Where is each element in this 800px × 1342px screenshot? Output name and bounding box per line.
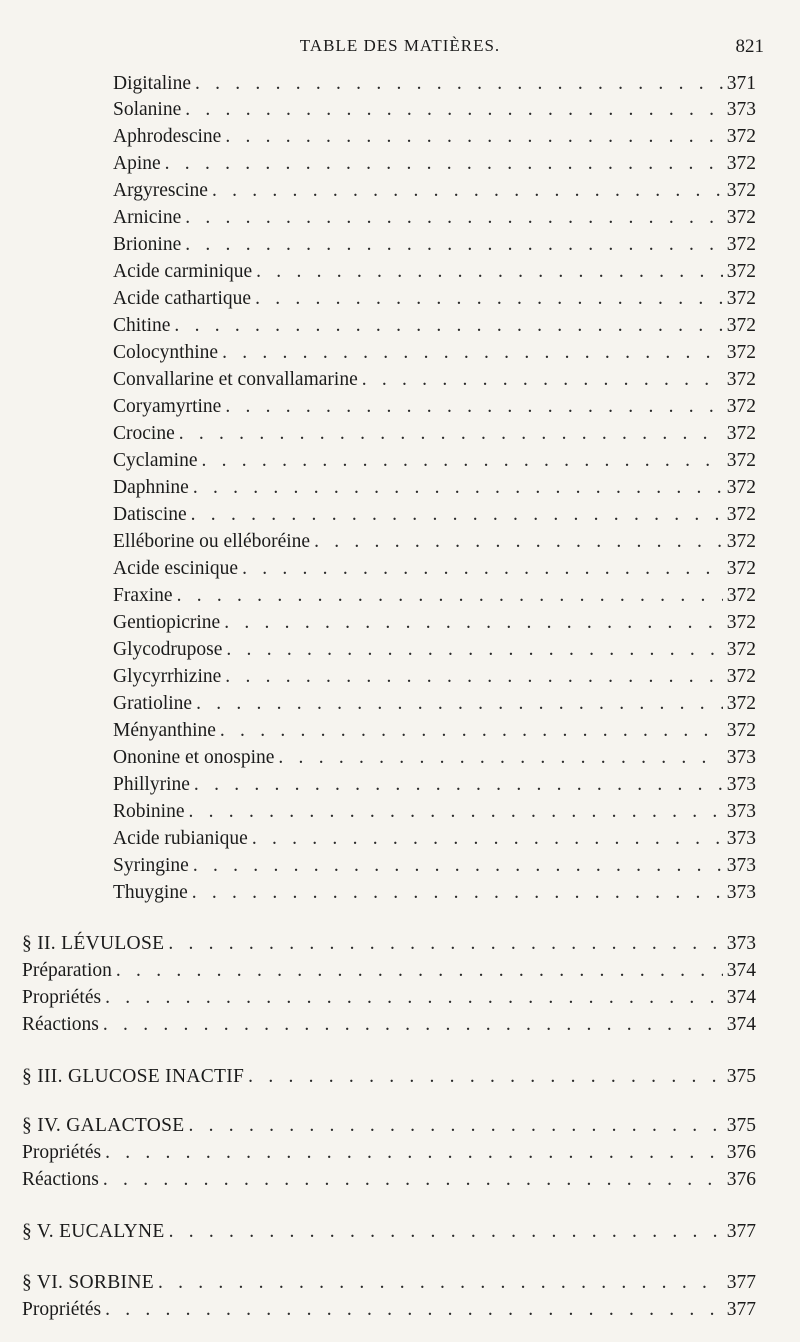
dot-leader <box>105 1297 723 1323</box>
toc-entry[interactable] <box>113 772 756 798</box>
dot-leader <box>185 232 723 258</box>
toc-entry-page: 372 <box>726 585 756 606</box>
toc-entry[interactable] <box>113 610 756 636</box>
dot-leader <box>168 931 722 957</box>
toc-entry-page: 373 <box>726 99 756 120</box>
toc-entry[interactable] <box>22 1012 756 1038</box>
toc-entry-page: 374 <box>726 960 756 981</box>
toc-entry-label: Réactions <box>22 1014 99 1035</box>
dot-leader <box>105 985 723 1011</box>
toc-entry-label: Ononine et onospine <box>113 747 275 768</box>
dot-leader <box>248 1064 723 1090</box>
toc-entry-label: Argyrescine <box>113 180 208 201</box>
toc-entry[interactable] <box>113 502 756 528</box>
toc-entry[interactable] <box>113 124 756 150</box>
toc-entry-page: 376 <box>726 1169 756 1190</box>
dot-leader <box>103 1012 723 1038</box>
toc-entry-label: Ményanthine <box>113 720 216 741</box>
toc-entry-label: Aphrodescine <box>113 126 222 147</box>
toc-entry-page: 373 <box>726 801 756 822</box>
dot-leader <box>165 151 723 177</box>
toc-section-label: § III. GLUCOSE INACTIF <box>22 1066 245 1087</box>
dot-leader <box>185 205 723 231</box>
toc-entry[interactable] <box>113 880 756 906</box>
toc-entry-page: 372 <box>726 207 756 228</box>
toc-entry-label: Glycodrupose <box>113 639 223 660</box>
toc-section-label: § V. EUCALYNE <box>22 1221 165 1242</box>
dot-leader <box>189 799 723 825</box>
dot-leader <box>225 664 722 690</box>
dot-leader <box>185 97 723 123</box>
dot-leader <box>201 448 722 474</box>
toc-entry-page: 372 <box>726 450 756 471</box>
toc-entry-page: 376 <box>726 1142 756 1163</box>
toc-entry-page: 372 <box>726 720 756 741</box>
page-number: 821 <box>735 36 764 57</box>
toc-entry-page: 377 <box>726 1299 756 1320</box>
dot-leader <box>194 772 723 798</box>
toc-entry-label: Gratioline <box>113 693 193 714</box>
toc-section-page: 375 <box>726 1066 756 1087</box>
toc-entry-label: Solanine <box>113 99 182 120</box>
toc-entry-page: 374 <box>726 1014 756 1035</box>
toc-entry-label: Brionine <box>113 234 182 255</box>
toc-entry[interactable] <box>113 340 756 366</box>
dot-leader <box>179 421 723 447</box>
toc-entry-page: 373 <box>726 855 756 876</box>
toc-entry[interactable] <box>113 313 756 339</box>
toc-entry-label: Propriétés <box>22 1142 102 1163</box>
toc-entry[interactable] <box>113 664 756 690</box>
toc-entry-page: 372 <box>726 423 756 444</box>
toc-entry-label: Datiscine <box>113 504 187 525</box>
toc-entry-page: 372 <box>726 396 756 417</box>
toc-entry-page: 371 <box>726 73 756 94</box>
toc-entry-label: Réactions <box>22 1169 99 1190</box>
toc-entry-label: Acide rubianique <box>113 828 248 849</box>
toc-entry-label: Acide escinique <box>113 558 239 579</box>
toc-entry[interactable] <box>113 394 756 420</box>
toc-entry[interactable] <box>113 637 756 663</box>
dot-leader <box>278 745 722 771</box>
dot-leader <box>225 394 722 420</box>
running-title: TABLE DES MATIÈRES. <box>299 36 501 55</box>
toc-entry-page: 374 <box>726 987 756 1008</box>
toc-section-label: § II. LÉVULOSE <box>22 933 165 954</box>
toc-entry-label: Chitine <box>113 315 171 336</box>
dot-leader <box>222 340 723 366</box>
dot-leader <box>105 1140 723 1166</box>
dot-leader <box>196 691 723 717</box>
toc-entry-page: 373 <box>726 747 756 768</box>
toc-section-heading[interactable] <box>22 1064 756 1090</box>
dot-leader <box>255 286 723 312</box>
toc-entry-label: Syringine <box>113 855 189 876</box>
toc-entry[interactable] <box>113 583 756 609</box>
toc-entry-page: 372 <box>726 558 756 579</box>
dot-leader <box>224 610 723 636</box>
toc-entry-page: 372 <box>726 153 756 174</box>
toc-entry[interactable] <box>22 958 756 984</box>
toc-entry[interactable] <box>113 799 756 825</box>
toc-section-heading[interactable] <box>22 1113 756 1139</box>
toc-entry-page: 372 <box>726 504 756 525</box>
dot-leader <box>116 958 723 984</box>
toc-section-page: 373 <box>726 933 756 954</box>
toc-entry-label: Thuygine <box>113 882 188 903</box>
toc-entry[interactable] <box>113 178 756 204</box>
toc-entry-page: 372 <box>726 639 756 660</box>
toc-entry[interactable] <box>113 853 756 879</box>
toc-entry-label: Propriétés <box>22 987 102 1008</box>
toc-entry-label: Daphnine <box>113 477 189 498</box>
toc-entry-page: 373 <box>726 774 756 795</box>
toc-entry-page: 372 <box>726 666 756 687</box>
toc-entry-page: 373 <box>726 828 756 849</box>
toc-entry[interactable] <box>113 205 756 231</box>
dot-leader <box>225 124 722 150</box>
toc-entry[interactable] <box>22 1167 756 1193</box>
toc-entry-label: Phillyrine <box>113 774 190 795</box>
toc-entry[interactable] <box>113 71 756 97</box>
toc-entry-label: Convallarine et convallamarine <box>113 369 358 390</box>
dot-leader <box>252 826 723 852</box>
dot-leader <box>192 880 723 906</box>
toc-entry[interactable] <box>113 421 756 447</box>
toc-entry-page: 372 <box>726 261 756 282</box>
toc-entry-page: 372 <box>726 126 756 147</box>
toc-entry[interactable] <box>113 475 756 501</box>
toc-entry-page: 372 <box>726 693 756 714</box>
toc-entry[interactable] <box>113 367 756 393</box>
toc-section-label: § VI. SORBINE <box>22 1272 154 1293</box>
dot-leader <box>177 583 723 609</box>
toc-entry[interactable] <box>113 718 756 744</box>
dot-leader <box>256 259 723 285</box>
toc-entry[interactable] <box>113 556 756 582</box>
dot-leader <box>195 71 723 97</box>
toc-entry[interactable] <box>22 985 756 1011</box>
toc-entry[interactable] <box>113 745 756 771</box>
toc-entry-page: 372 <box>726 612 756 633</box>
dot-leader <box>193 475 723 501</box>
dot-leader <box>174 313 722 339</box>
toc-entry-label: Cyclamine <box>113 450 198 471</box>
toc-section-heading[interactable] <box>22 931 756 957</box>
toc-entry[interactable] <box>113 529 756 555</box>
toc-section-page: 375 <box>726 1115 756 1136</box>
dot-leader <box>314 529 723 555</box>
toc-entry[interactable] <box>113 232 756 258</box>
toc-entry-label: Propriétés <box>22 1299 102 1320</box>
dot-leader <box>191 502 723 528</box>
toc-entry[interactable] <box>113 151 756 177</box>
toc-entry-page: 373 <box>726 882 756 903</box>
toc-entry-page: 372 <box>726 369 756 390</box>
toc-entry-label: Acide carminique <box>113 261 253 282</box>
toc-entry-label: Elléborine ou elléboréine <box>113 531 311 552</box>
dot-leader <box>212 178 723 204</box>
page-header <box>0 36 800 66</box>
toc-entry[interactable] <box>22 1140 756 1166</box>
toc-entry-page: 372 <box>726 234 756 255</box>
toc-entry-label: Fraxine <box>113 585 173 606</box>
toc-entry-label: Glycyrrhizine <box>113 666 222 687</box>
toc-section-heading[interactable] <box>22 1219 756 1245</box>
dot-leader <box>362 367 723 393</box>
dot-leader <box>158 1270 723 1296</box>
dot-leader <box>242 556 723 582</box>
toc-entry-label: Coryamyrtine <box>113 396 222 417</box>
toc-entry[interactable] <box>113 259 756 285</box>
toc-entry-page: 372 <box>726 342 756 363</box>
toc-section-heading[interactable] <box>22 1270 756 1296</box>
toc-entry[interactable] <box>22 1297 756 1323</box>
toc-entry[interactable] <box>113 286 756 312</box>
dot-leader <box>169 1219 723 1245</box>
toc-entry-label: Acide cathartique <box>113 288 252 309</box>
toc-entry-label: Digitaline <box>113 73 191 94</box>
toc-entry-page: 372 <box>726 477 756 498</box>
toc-section-label: § IV. GALACTOSE <box>22 1115 185 1136</box>
dot-leader <box>189 1113 723 1139</box>
toc-entry[interactable] <box>113 826 756 852</box>
toc-entry[interactable] <box>113 97 756 123</box>
toc-entry-label: Crocine <box>113 423 175 444</box>
toc-entry-page: 372 <box>726 180 756 201</box>
dot-leader <box>220 718 723 744</box>
toc-entry[interactable] <box>113 448 756 474</box>
toc-section-page: 377 <box>726 1221 756 1242</box>
dot-leader <box>226 637 722 663</box>
toc-entry-page: 372 <box>726 288 756 309</box>
toc-entry-label: Robinine <box>113 801 185 822</box>
dot-leader <box>103 1167 723 1193</box>
toc-entry-page: 372 <box>726 531 756 552</box>
toc-entry-label: Apine <box>113 153 161 174</box>
toc-entry-label: Arnicine <box>113 207 182 228</box>
dot-leader <box>193 853 723 879</box>
toc-entry-label: Gentiopicrine <box>113 612 221 633</box>
toc-entry[interactable] <box>113 691 756 717</box>
toc-entry-label: Préparation <box>22 960 112 981</box>
toc-entry-label: Colocynthine <box>113 342 219 363</box>
toc-entry-page: 372 <box>726 315 756 336</box>
toc-section-page: 377 <box>726 1272 756 1293</box>
